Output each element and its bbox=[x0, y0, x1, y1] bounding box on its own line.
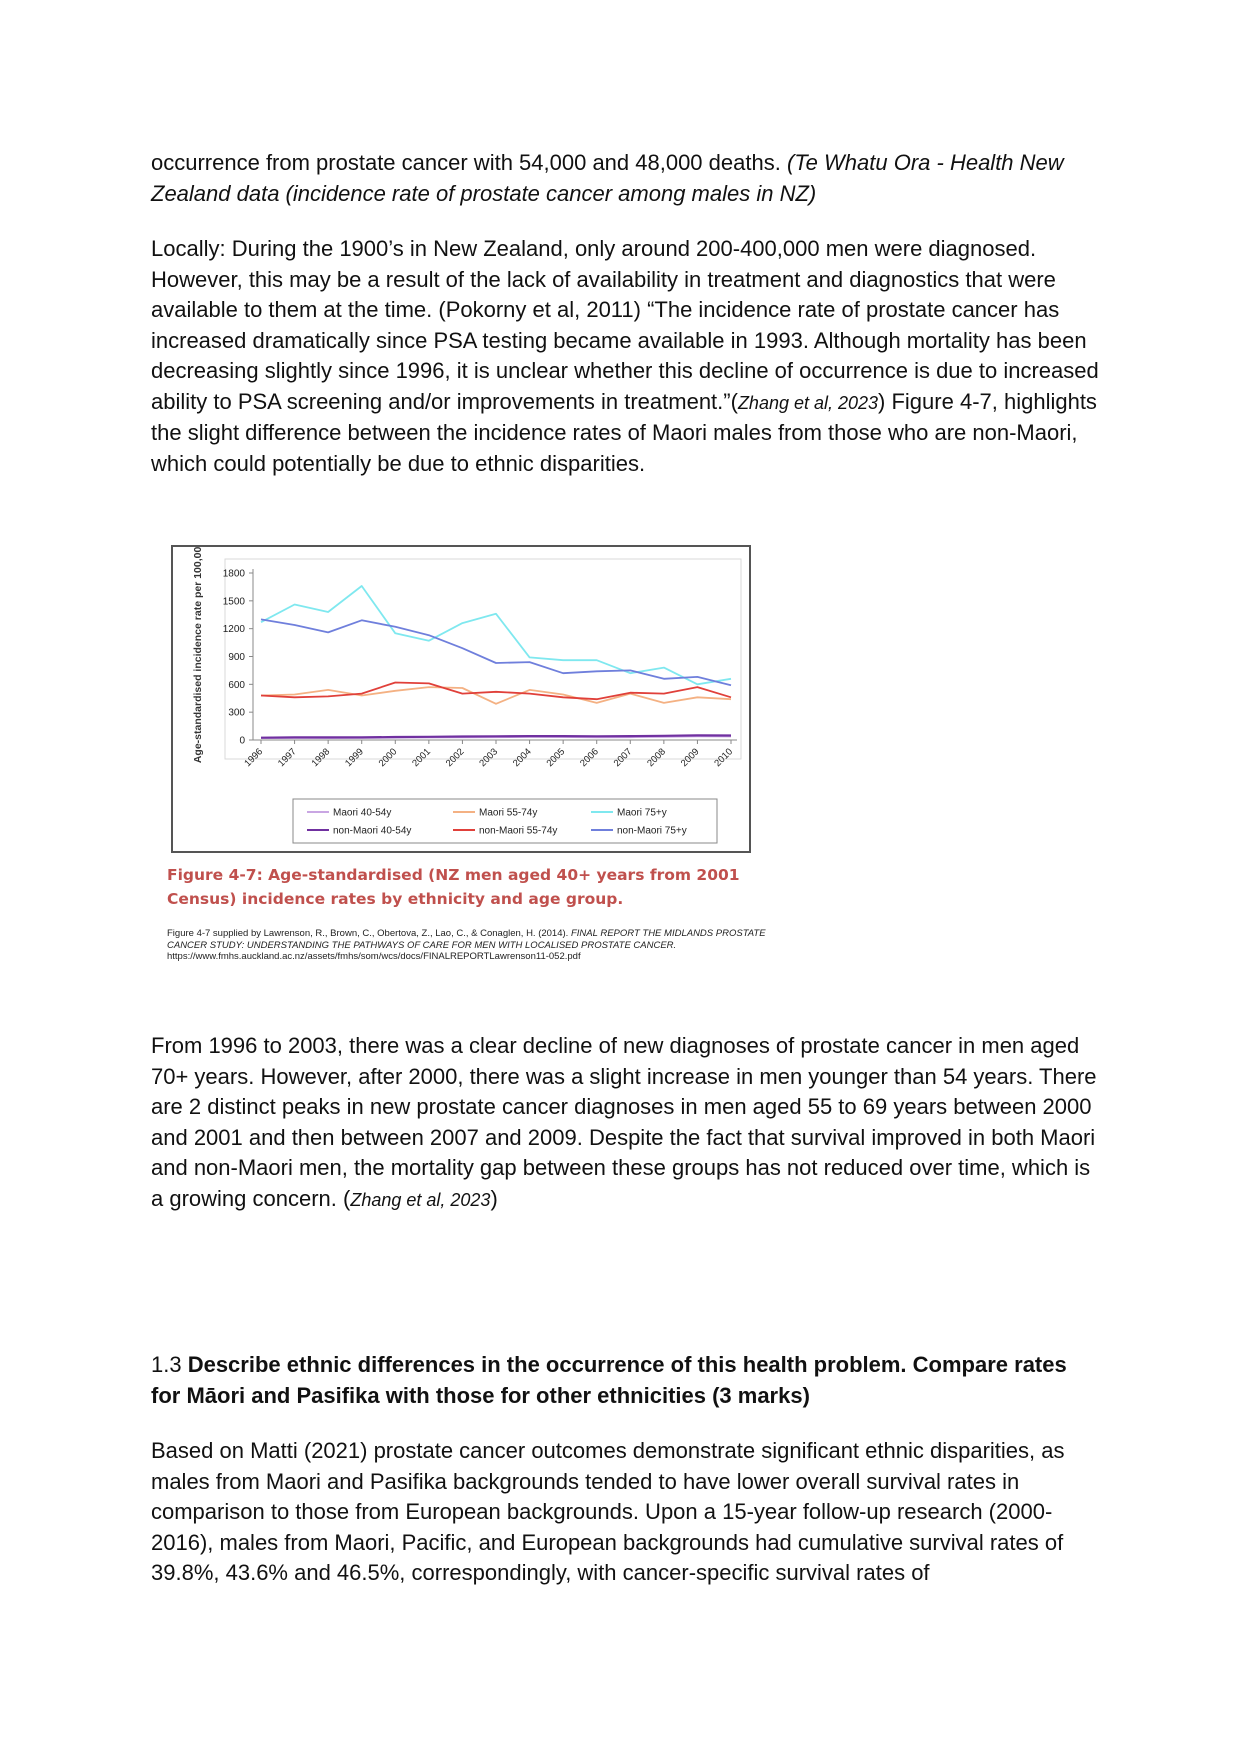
x-tick-label: 2001 bbox=[410, 746, 433, 770]
y-axis-label-text: Age-standardised incidence rate per 100,000 bbox=[192, 547, 204, 764]
x-tick-label: 2009 bbox=[678, 746, 702, 770]
paragraph-text: occurrence from prostate cancer with 54,000 and 48,000 deaths. bbox=[151, 150, 787, 175]
paragraph-text: Locally: During the 1900’s in New Zealand, only around 200-400,000 men were diagnosed. However, this may be a result of the lack of availability in treatment and diagnostics that were available to them at the time. (Pokorny et al, 2011) “The incidence rate of prostate cancer has increased dramatically since PSA testing became available in 1993. Although mortality has been decreasing slightly since 1996, it is unclear whether this decline of occurrence is due to increased ability to PSA screening and/or improvements in treatment.”( bbox=[151, 236, 1099, 414]
y-tick-label: 1500 bbox=[222, 596, 245, 608]
citation: Zhang et al, 2023 bbox=[737, 392, 879, 413]
y-tick-label: 0 bbox=[239, 735, 245, 747]
paragraph-text: Based on Matti (2021) prostate cancer outcomes demonstrate significant ethnic disparities, as males from Maori and Pasifika backgrounds tended to have lower overall survival rates in comparison to those from European backgrounds. Upon a 15-year follow-up research (2000-2016), males from Maori, Pacific, and European backgrounds had cumulative survival rates of 39.8%, 43.6% and 46.5%, correspondingly, with cancer-specific survival rates of bbox=[151, 1438, 1065, 1585]
legend-entry: non-Maori 55-74y bbox=[479, 825, 558, 837]
citation: Zhang et al, 2023 bbox=[350, 1189, 491, 1210]
y-tick-label: 1200 bbox=[222, 624, 245, 636]
line-chart bbox=[173, 547, 749, 851]
y-axis-label bbox=[192, 547, 204, 763]
source-url: https://www.fmhs.auckland.ac.nz/assets/fmhs/som/wcs/docs/FINALREPORTLawrenson11-052.pdf bbox=[167, 951, 581, 962]
paragraph-locally bbox=[151, 234, 1101, 479]
heading-number: 1.3 bbox=[151, 1352, 188, 1377]
series-line-non-maori-75-y bbox=[261, 619, 731, 685]
x-tick-label: 2003 bbox=[477, 746, 501, 770]
citation: (Te Whatu Ora - Health New Zealand data (incidence rate of prostate cancer among males in NZ) bbox=[151, 150, 1064, 206]
source-title: FINAL REPORT THE MIDLANDS PROSTATE CANCER STUDY: UNDERSTANDING THE PATHWAYS OF CARE FOR MEN WITH LOCALISED PROSTATE CANCER. bbox=[167, 928, 766, 951]
y-tick-label: 1800 bbox=[222, 568, 245, 580]
paragraph-intro bbox=[151, 148, 1101, 209]
plot-area bbox=[222, 559, 741, 759]
x-tick-label: 2010 bbox=[712, 746, 736, 770]
legend-entry: non-Maori 75+y bbox=[617, 825, 687, 837]
paragraph-text: ) Figure 4-7, highlights the slight difference between the incidence rates of Maori males from those who are non-Maori, which could potentially be due to ethnic disparities. bbox=[151, 388, 1097, 476]
legend-entry: Maori 75+y bbox=[617, 807, 667, 819]
x-tick-label: 1999 bbox=[343, 746, 366, 770]
section-heading-1-3 bbox=[151, 1350, 1101, 1411]
x-tick-label: 2007 bbox=[611, 746, 635, 770]
paragraph-text: ) bbox=[490, 1185, 498, 1211]
legend-entry: Maori 55-74y bbox=[479, 807, 538, 819]
x-tick-label: 2004 bbox=[510, 746, 534, 770]
heading-text: Describe ethnic differences in the occurrence of this health problem. Compare rates for Māori and Pasifika with those for other ethnicities (3 marks) bbox=[151, 1352, 1067, 1408]
legend-entry: non-Maori 40-54y bbox=[333, 825, 412, 837]
x-tick-label: 2005 bbox=[544, 746, 568, 770]
paragraph-text: From 1996 to 2003, there was a clear decline of new diagnoses of prostate cancer in men aged 70+ years. However, after 2000, there was a slight increase in men younger than 54 years. There are 2 distinct peaks in new prostate cancer diagnoses in men aged 55 to 69 years between 2000 and 2001 and then between 2007 and 2009. Despite the fact that survival improved in both Maori and non-Maori men, the mortality gap between these groups has not reduced over time, which is a growing concern. ( bbox=[151, 1033, 1097, 1211]
source-text: Figure 4-7 supplied by Lawrenson, R., Brown, C., Obertova, Z., Lao, C., & Conaglen, H. (2014). bbox=[167, 928, 571, 939]
paragraph-trends bbox=[151, 1031, 1101, 1215]
x-tick-label: 1997 bbox=[275, 746, 299, 770]
legend-entry: Maori 40-54y bbox=[333, 807, 392, 819]
x-tick-label: 2002 bbox=[443, 746, 467, 770]
series-line-maori-75-y bbox=[261, 586, 731, 684]
paragraph-ethnic-disparities bbox=[151, 1436, 1101, 1589]
figure-caption: Figure 4-7: Age-standardised (NZ men aged 40+ years from 2001 Census) incidence rates by ethnicity and age group. bbox=[167, 866, 740, 908]
x-tick-label: 2008 bbox=[645, 746, 668, 770]
x-tick-label: 1996 bbox=[242, 746, 266, 770]
y-tick-label: 900 bbox=[228, 652, 245, 663]
figure-4-7-chart bbox=[171, 545, 751, 853]
y-tick-label: 300 bbox=[228, 707, 245, 719]
x-tick-label: 2000 bbox=[376, 746, 400, 770]
y-tick-label: 600 bbox=[228, 679, 245, 691]
x-tick-label: 2006 bbox=[578, 746, 601, 770]
x-tick-label: 1998 bbox=[309, 746, 333, 770]
figure-source bbox=[167, 928, 767, 963]
